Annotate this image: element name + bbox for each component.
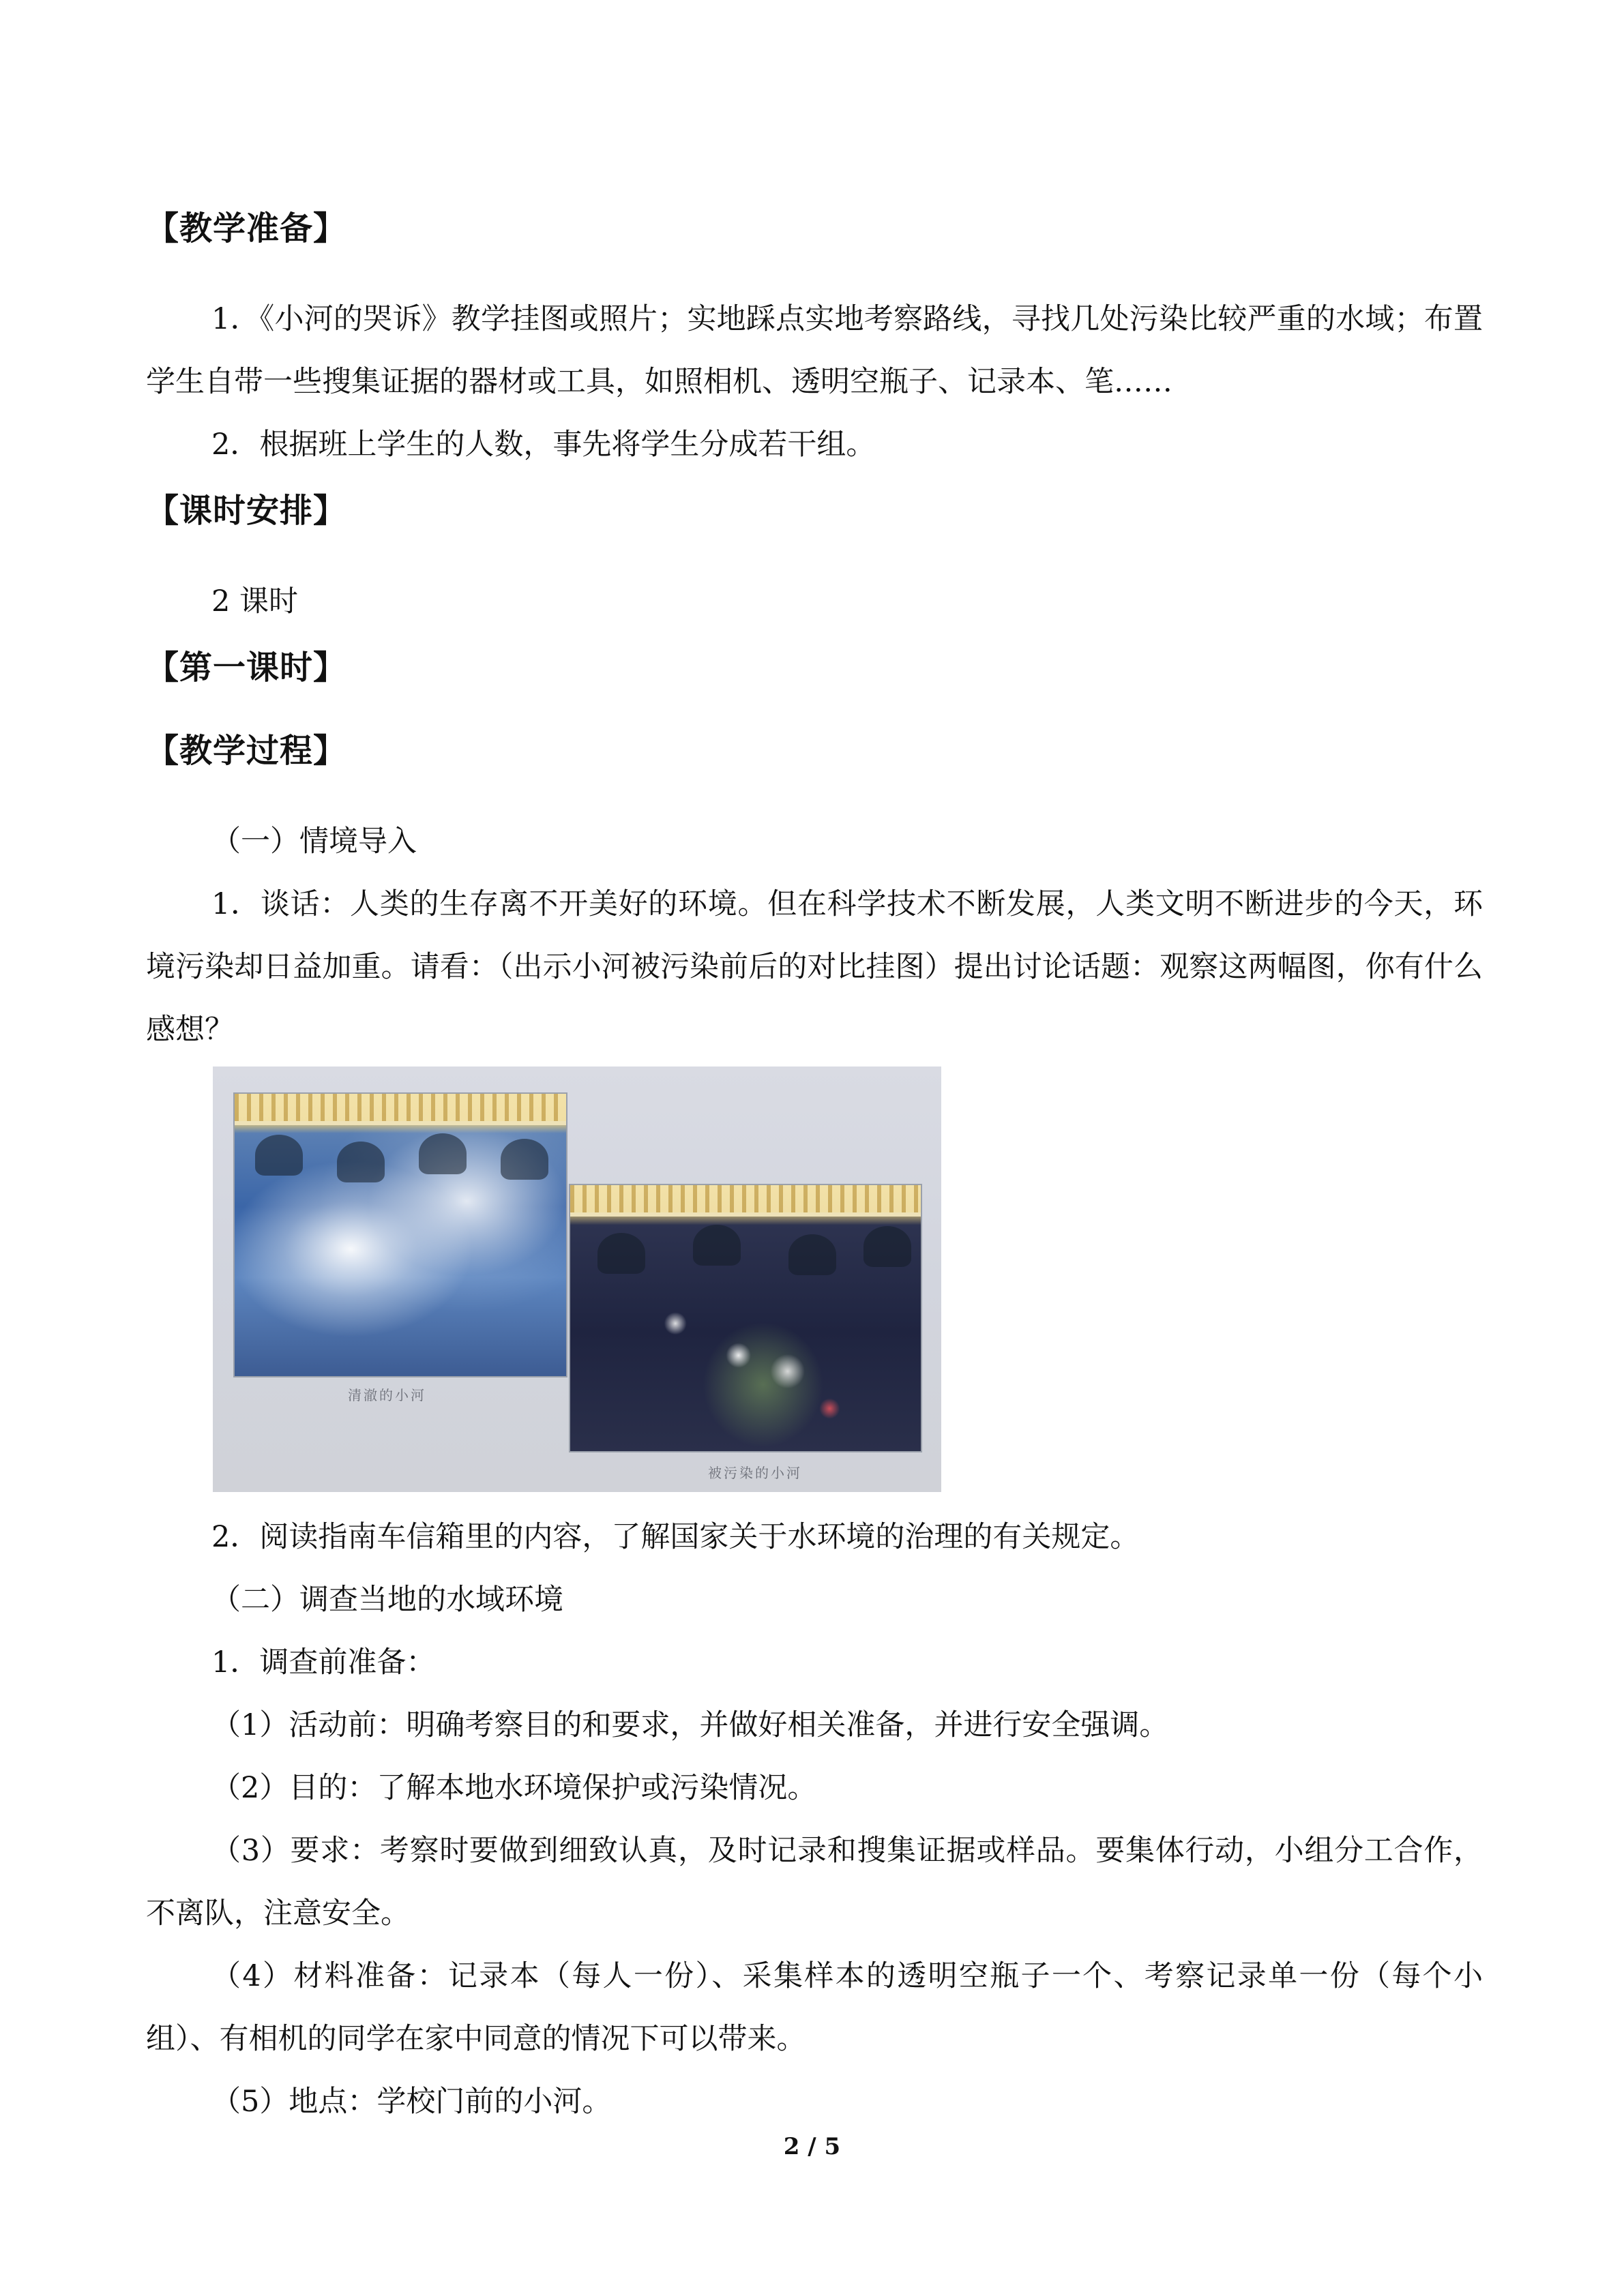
clean-river-caption: 清澈的小河 [348,1387,426,1403]
fence-rail [570,1212,921,1217]
palm-reflection [693,1225,741,1266]
part2-sub-4: （4）材料准备：记录本（每人一份）、采集样本的透明空瓶子一个、考察记录单一份（每个小组）、有相机的同学在家中同意的情况下可以带来。 [146,1959,1483,2056]
part1-title: （一）情境导入 [211,824,417,859]
fence-reflection [235,1094,566,1121]
part2-title: （二）调查当地的水域环境 [211,1583,563,1617]
preparation-item-2: 2．根据班上学生的人数，事先将学生分成若干组。 [211,428,876,462]
part2-sub-2: （2）目的：了解本地水环境保护或污染情况。 [211,1771,817,1805]
page-number: 2 / 5 [783,2133,841,2160]
polluted-river-caption: 被污染的小河 [708,1465,802,1481]
part1-item-2: 2．阅读指南车信箱里的内容，了解国家关于水环境的治理的有关规定。 [211,1520,1140,1554]
part2-sub-1: （1）活动前：明确考察目的和要求，并做好相关准备，并进行安全强调。 [211,1708,1169,1742]
heading-class-schedule: 【课时安排】 [146,492,347,530]
palm-reflection [255,1135,303,1176]
part2-sub-3: （3）要求：考察时要做到细致认真，及时记录和搜集证据或样品。要集体行动，小组分工合作，不离队，注意安全。 [146,1834,1483,1930]
palm-reflection [337,1142,385,1182]
document-body [146,205,1483,2133]
fence-rail [235,1121,566,1125]
palm-reflection [419,1133,467,1174]
polluted-river-photo [569,1184,922,1452]
heading-teaching-preparation: 【教学准备】 [146,209,347,248]
palm-reflection [863,1226,911,1267]
river-comparison-figure [213,1067,941,1492]
fence-reflection [570,1185,921,1212]
clean-river-photo [233,1092,567,1377]
palm-reflection [597,1233,645,1274]
heading-first-lesson: 【第一课时】 [146,648,347,687]
preparation-item-1: 1．《小河的哭诉》教学挂图或照片；实地踩点实地考察路线，寻找几处污染比较严重的水域；布置学生自带一些搜集证据的器材或工具，如照相机、透明空瓶子、记录本、笔…… [146,302,1483,399]
part1-item-1: 1．谈话：人类的生存离不开美好的环境。但在科学技术不断发展，人类文明不断进步的今天，环境污染却日益加重。请看：（出示小河被污染前后的对比挂图）提出讨论话题：观察这两幅图，你有什么感想？ [146,887,1483,1047]
palm-reflection [788,1234,836,1275]
schedule-text: 2 课时 [211,584,299,618]
palm-reflection [501,1139,548,1180]
part2-sub-5: （5）地点：学校门前的小河。 [211,2085,612,2119]
part2-item-1: 1．调查前准备： [211,1645,436,1680]
heading-teaching-process: 【教学过程】 [146,732,347,770]
